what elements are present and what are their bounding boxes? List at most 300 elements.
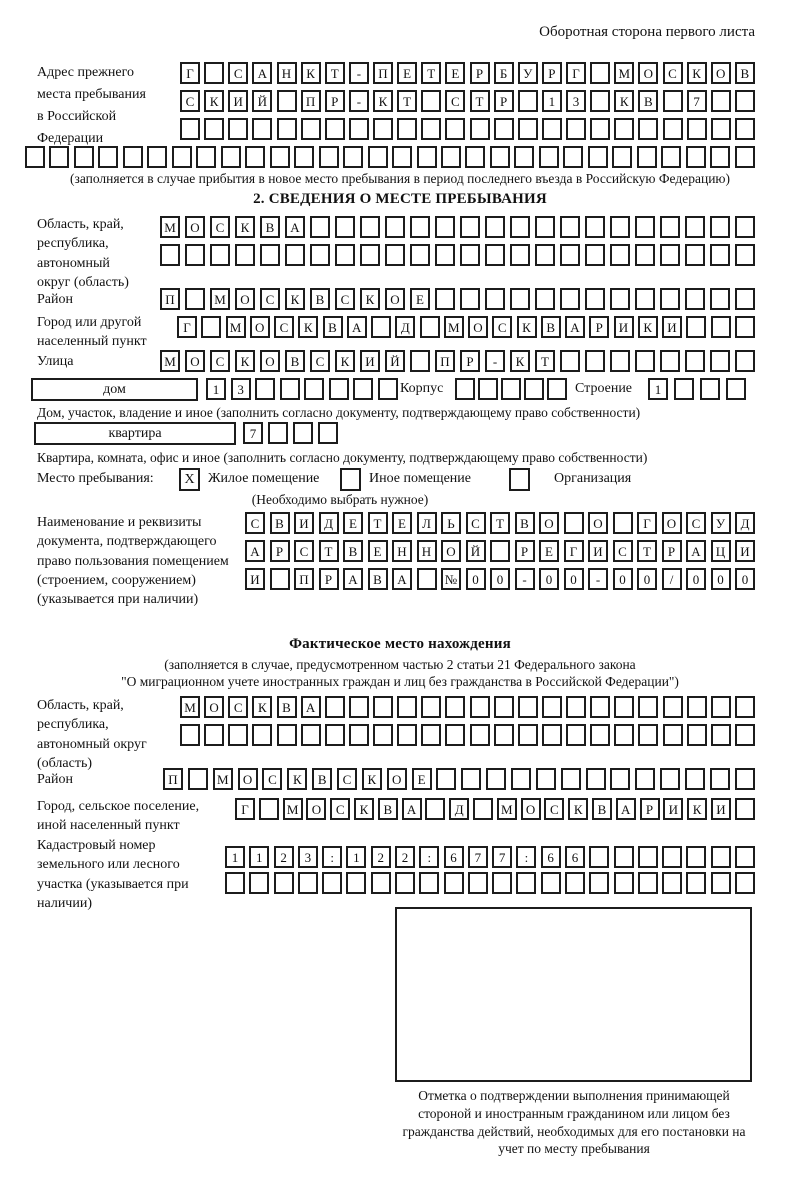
char-box: Г — [180, 62, 200, 84]
char-box — [385, 216, 405, 238]
char-box: К — [235, 350, 255, 372]
char-box — [410, 216, 430, 238]
char-box: А — [565, 316, 585, 338]
street-label: Улица — [37, 354, 74, 369]
char-box — [614, 724, 634, 746]
char-box — [589, 872, 609, 894]
char-box: 1 — [648, 378, 668, 400]
char-box: М — [180, 696, 200, 718]
char-box: О — [185, 350, 205, 372]
char-box: 0 — [539, 568, 559, 590]
stay-option-residential-label: Жилое помещение — [208, 471, 320, 486]
char-box: И — [662, 316, 682, 338]
cadastre-row-2 — [225, 872, 755, 894]
char-box — [343, 146, 363, 168]
char-box — [586, 768, 606, 790]
char-box: М — [444, 316, 464, 338]
char-box — [49, 146, 69, 168]
house-type-box: дом — [31, 378, 198, 401]
char-box: 0 — [637, 568, 657, 590]
char-box — [470, 696, 490, 718]
char-box: С — [335, 288, 355, 310]
char-box — [539, 146, 559, 168]
char-box: К — [354, 798, 374, 820]
char-box — [686, 872, 706, 894]
char-box — [686, 846, 706, 868]
char-box — [455, 378, 475, 400]
actual-region-row-2 — [180, 724, 755, 746]
char-box: П — [301, 90, 321, 112]
char-box — [735, 146, 755, 168]
char-box — [123, 146, 143, 168]
char-box — [585, 350, 605, 372]
char-box: Ь — [441, 512, 461, 534]
char-box — [185, 288, 205, 310]
stay-label: Место пребывания: — [37, 471, 154, 486]
char-box — [285, 244, 305, 266]
char-box: С — [686, 512, 706, 534]
char-box — [735, 768, 755, 790]
char-box: - — [588, 568, 608, 590]
char-box: П — [435, 350, 455, 372]
region-row-1 — [160, 216, 755, 238]
char-box — [373, 118, 393, 140]
char-box: М — [213, 768, 233, 790]
char-box — [397, 696, 417, 718]
char-box — [663, 118, 683, 140]
char-box: К — [510, 350, 530, 372]
char-box: Г — [177, 316, 197, 338]
char-box — [373, 724, 393, 746]
char-box: С — [663, 62, 683, 84]
char-box: В — [260, 216, 280, 238]
char-box: О — [588, 512, 608, 534]
char-box — [710, 244, 730, 266]
prev-address-row-1 — [180, 62, 755, 84]
char-box: 2 — [395, 846, 415, 868]
char-box — [417, 568, 437, 590]
char-box — [378, 378, 398, 400]
char-box — [711, 696, 731, 718]
char-box — [735, 724, 755, 746]
char-box — [373, 696, 393, 718]
char-box — [674, 378, 694, 400]
char-box: Е — [410, 288, 430, 310]
char-box — [535, 288, 555, 310]
char-box: Р — [494, 90, 514, 112]
char-box — [687, 696, 707, 718]
char-box — [635, 288, 655, 310]
char-box: - — [485, 350, 505, 372]
char-box: К — [638, 316, 658, 338]
char-box — [435, 244, 455, 266]
char-box: 1 — [206, 378, 226, 400]
char-box — [395, 872, 415, 894]
char-box — [711, 846, 731, 868]
char-box: А — [616, 798, 636, 820]
char-box — [201, 316, 221, 338]
confirmation-stamp-box — [395, 907, 752, 1082]
char-box: В — [541, 316, 561, 338]
char-box — [535, 244, 555, 266]
stroenie-row — [648, 378, 746, 400]
char-box: А — [347, 316, 367, 338]
char-box: А — [252, 62, 272, 84]
char-box: Т — [319, 540, 339, 562]
char-box — [435, 216, 455, 238]
char-box — [385, 244, 405, 266]
char-box — [221, 146, 241, 168]
char-box — [663, 90, 683, 112]
char-box: С — [245, 512, 265, 534]
char-box — [421, 90, 441, 112]
actual-district-label: Район — [37, 772, 73, 787]
district-row — [160, 288, 755, 310]
char-box — [700, 378, 720, 400]
char-box: Н — [392, 540, 412, 562]
char-box — [535, 216, 555, 238]
char-box — [588, 146, 608, 168]
char-box: 0 — [466, 568, 486, 590]
char-box — [685, 216, 705, 238]
char-box — [610, 350, 630, 372]
char-box: С — [337, 768, 357, 790]
char-box — [421, 724, 441, 746]
char-box — [518, 118, 538, 140]
char-box: Й — [252, 90, 272, 112]
char-box: К — [373, 90, 393, 112]
char-box — [518, 90, 538, 112]
char-box — [465, 146, 485, 168]
char-box — [335, 244, 355, 266]
char-box — [417, 146, 437, 168]
char-box: В — [368, 568, 388, 590]
char-box — [160, 244, 180, 266]
char-box: С — [262, 768, 282, 790]
char-box: Й — [385, 350, 405, 372]
document-label: Наименование и реквизиты документа, подтверждающего право пользования помещением (строением, сооружением) (указывается при наличии) — [37, 515, 229, 608]
char-box — [610, 288, 630, 310]
char-box — [542, 118, 562, 140]
char-box: О — [250, 316, 270, 338]
char-box: Б — [494, 62, 514, 84]
char-box: И — [735, 540, 755, 562]
char-box — [325, 724, 345, 746]
region-row-2 — [160, 244, 755, 266]
char-box: Е — [539, 540, 559, 562]
char-box: К — [335, 350, 355, 372]
district-label: Район — [37, 292, 73, 307]
char-box — [589, 846, 609, 868]
stay-option-organization-label: Организация — [554, 471, 632, 486]
char-box — [638, 846, 658, 868]
char-box: К — [568, 798, 588, 820]
char-box — [560, 350, 580, 372]
char-box: 7 — [687, 90, 707, 112]
char-box — [494, 696, 514, 718]
char-box — [268, 422, 288, 444]
document-row-1 — [245, 512, 755, 534]
char-box — [260, 244, 280, 266]
char-box — [252, 724, 272, 746]
char-box — [228, 118, 248, 140]
char-box: К — [360, 288, 380, 310]
char-box — [468, 872, 488, 894]
char-box: 3 — [566, 90, 586, 112]
char-box — [686, 316, 706, 338]
char-box: О — [235, 288, 255, 310]
char-box — [196, 146, 216, 168]
char-box — [270, 146, 290, 168]
stay-option-other-label: Иное помещение — [369, 471, 471, 486]
char-box — [249, 872, 269, 894]
stay-option-residential-checkbox: X — [179, 468, 200, 491]
char-box — [210, 244, 230, 266]
char-box: В — [378, 798, 398, 820]
char-box — [445, 696, 465, 718]
char-box — [735, 316, 755, 338]
city-row — [177, 316, 755, 338]
char-box: А — [285, 216, 305, 238]
char-box: И — [663, 798, 683, 820]
char-box: С — [274, 316, 294, 338]
char-box: В — [343, 540, 363, 562]
char-box: Р — [515, 540, 535, 562]
char-box: У — [518, 62, 538, 84]
char-box — [461, 768, 481, 790]
char-box: Т — [325, 62, 345, 84]
char-box — [660, 350, 680, 372]
char-box — [421, 696, 441, 718]
char-box — [329, 378, 349, 400]
char-box: Е — [412, 768, 432, 790]
char-box — [735, 118, 755, 140]
char-box — [277, 724, 297, 746]
char-box — [445, 118, 465, 140]
char-box: М — [614, 62, 634, 84]
city-label: Город или другой населенный пункт — [37, 315, 147, 350]
char-box — [436, 768, 456, 790]
char-box — [560, 288, 580, 310]
cadastre-label: Кадастровый номер земельного или лесного участка (указывается при наличии) — [37, 838, 189, 911]
char-box: И — [614, 316, 634, 338]
char-box: 7 — [492, 846, 512, 868]
char-box — [662, 872, 682, 894]
char-box: С — [544, 798, 564, 820]
char-box: 1 — [249, 846, 269, 868]
char-box: Т — [490, 512, 510, 534]
char-box — [172, 146, 192, 168]
char-box: П — [373, 62, 393, 84]
char-box: Р — [470, 62, 490, 84]
char-box — [590, 724, 610, 746]
char-box — [204, 118, 224, 140]
char-box — [298, 872, 318, 894]
char-box — [410, 244, 430, 266]
char-box: 0 — [711, 568, 731, 590]
char-box: Д — [449, 798, 469, 820]
char-box: Н — [277, 62, 297, 84]
char-box — [322, 872, 342, 894]
char-box: Т — [470, 90, 490, 112]
char-box: О — [306, 798, 326, 820]
char-box: Ц — [711, 540, 731, 562]
char-box — [685, 350, 705, 372]
char-box: О — [711, 62, 731, 84]
char-box — [564, 512, 584, 534]
char-box: О — [385, 288, 405, 310]
char-box: К — [252, 696, 272, 718]
char-box: О — [662, 512, 682, 534]
char-box: 7 — [468, 846, 488, 868]
char-box — [541, 872, 561, 894]
char-box — [349, 724, 369, 746]
char-box — [485, 244, 505, 266]
cadastre-row-1 — [225, 846, 755, 868]
region-label: Область, край, республика, автономный округ (область) — [37, 217, 129, 290]
char-box — [470, 724, 490, 746]
char-box — [270, 568, 290, 590]
char-box: Е — [397, 62, 417, 84]
char-box — [660, 244, 680, 266]
char-box — [204, 724, 224, 746]
prev-address-row-4 — [25, 146, 755, 168]
char-box — [735, 288, 755, 310]
char-box — [635, 244, 655, 266]
char-box — [635, 350, 655, 372]
char-box — [614, 696, 634, 718]
char-box: : — [516, 846, 536, 868]
char-box: Г — [564, 540, 584, 562]
korpus-label: Корпус — [400, 381, 444, 396]
char-box: 1 — [225, 846, 245, 868]
char-box — [560, 216, 580, 238]
char-box — [711, 872, 731, 894]
char-box: М — [160, 216, 180, 238]
char-box — [494, 118, 514, 140]
document-row-2 — [245, 540, 755, 562]
char-box — [726, 378, 746, 400]
char-box: К — [362, 768, 382, 790]
char-box: 2 — [371, 846, 391, 868]
char-box: И — [588, 540, 608, 562]
char-box — [310, 216, 330, 238]
char-box: : — [419, 846, 439, 868]
char-box: / — [662, 568, 682, 590]
char-box — [735, 696, 755, 718]
char-box: К — [687, 62, 707, 84]
char-box — [660, 216, 680, 238]
char-box: - — [515, 568, 535, 590]
char-box: С — [492, 316, 512, 338]
char-box — [444, 872, 464, 894]
char-box: В — [515, 512, 535, 534]
char-box — [585, 288, 605, 310]
char-box — [735, 90, 755, 112]
char-box — [335, 216, 355, 238]
char-box — [478, 378, 498, 400]
char-box: В — [735, 62, 755, 84]
char-box — [637, 146, 657, 168]
char-box: О — [387, 768, 407, 790]
prev-address-row-2 — [180, 90, 755, 112]
char-box — [360, 216, 380, 238]
char-box — [560, 244, 580, 266]
char-box: В — [270, 512, 290, 534]
flat-type-box: квартира — [34, 422, 236, 445]
char-box: К — [285, 288, 305, 310]
char-box — [397, 118, 417, 140]
char-box — [245, 146, 265, 168]
char-box — [635, 768, 655, 790]
char-box: Н — [417, 540, 437, 562]
char-box: О — [539, 512, 559, 534]
actual-region-label: Область, край, республика, автономный округ (область) — [37, 698, 147, 771]
char-box: П — [160, 288, 180, 310]
char-box — [542, 724, 562, 746]
char-box — [277, 90, 297, 112]
korpus-row — [455, 378, 567, 400]
char-box — [490, 146, 510, 168]
char-box — [687, 118, 707, 140]
char-box: 6 — [541, 846, 561, 868]
char-box: К — [287, 768, 307, 790]
char-box: О — [521, 798, 541, 820]
char-box: 0 — [686, 568, 706, 590]
section2-title: 2. СВЕДЕНИЯ О МЕСТЕ ПРЕБЫВАНИЯ — [253, 191, 547, 207]
char-box — [663, 696, 683, 718]
char-box — [225, 872, 245, 894]
char-box — [185, 244, 205, 266]
char-box — [274, 872, 294, 894]
char-box — [590, 696, 610, 718]
char-box — [310, 244, 330, 266]
char-box: Т — [535, 350, 555, 372]
char-box: Е — [368, 540, 388, 562]
char-box — [735, 350, 755, 372]
char-box — [494, 724, 514, 746]
char-box: Р — [640, 798, 660, 820]
char-box: И — [245, 568, 265, 590]
char-box — [638, 118, 658, 140]
char-box: А — [402, 798, 422, 820]
char-box: : — [322, 846, 342, 868]
char-box: И — [294, 512, 314, 534]
char-box: С — [330, 798, 350, 820]
char-box — [685, 768, 705, 790]
char-box — [425, 798, 445, 820]
char-box: С — [180, 90, 200, 112]
char-box: Р — [589, 316, 609, 338]
char-box: № — [441, 568, 461, 590]
char-box — [660, 768, 680, 790]
char-box: О — [441, 540, 461, 562]
char-box — [460, 288, 480, 310]
char-box: К — [517, 316, 537, 338]
char-box: С — [310, 350, 330, 372]
char-box — [188, 768, 208, 790]
char-box: Г — [566, 62, 586, 84]
char-box — [349, 696, 369, 718]
char-box — [566, 696, 586, 718]
char-box: С — [228, 696, 248, 718]
char-box: К — [235, 216, 255, 238]
char-box — [510, 244, 530, 266]
char-box — [566, 118, 586, 140]
char-box — [360, 244, 380, 266]
char-box — [518, 696, 538, 718]
char-box: 0 — [613, 568, 633, 590]
